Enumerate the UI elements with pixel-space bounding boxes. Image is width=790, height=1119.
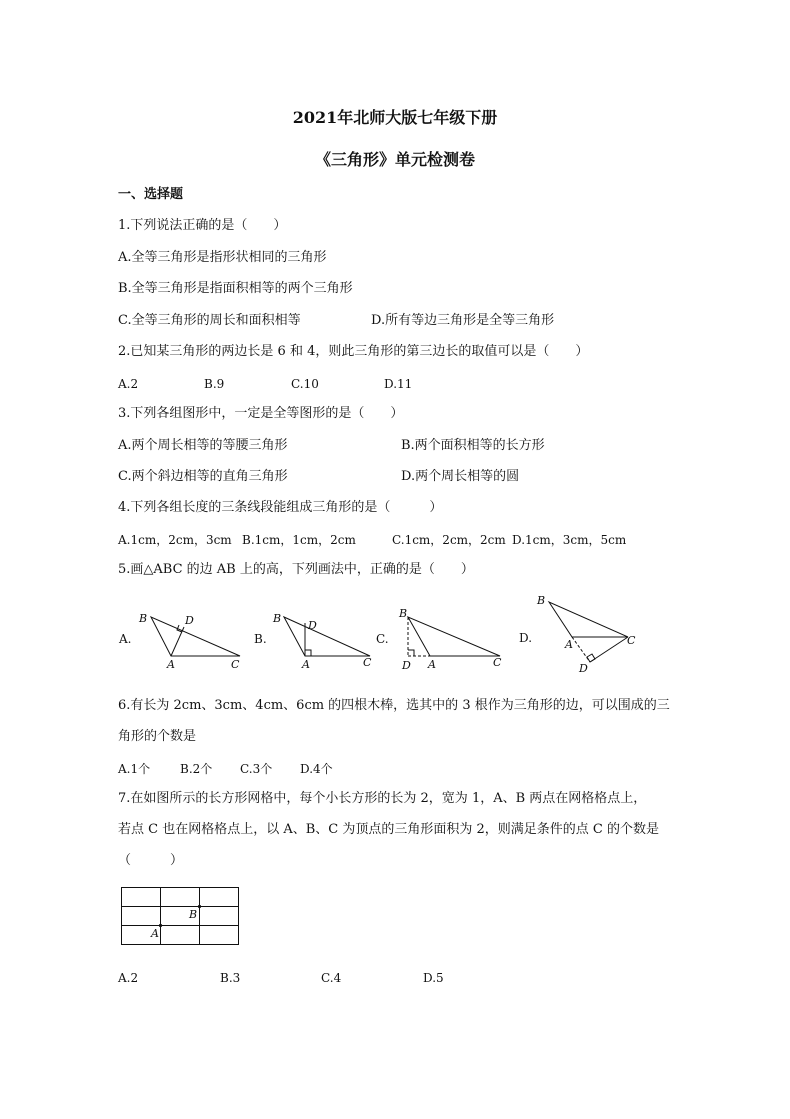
q2-option-d: D.11: [384, 377, 413, 391]
q7-option-c: C.4: [321, 971, 342, 985]
q5-fig-c-d: D: [402, 659, 411, 672]
q7-point-a-label: A: [151, 927, 159, 940]
q4-option-c: C.1cm，2cm，2cm: [392, 533, 506, 547]
q2-option-c: C.10: [291, 377, 319, 391]
q4-option-a: A.1cm，2cm，3cm: [118, 533, 232, 547]
q2-option-a: A.2: [118, 377, 139, 391]
q3-option-c: C.两个斜边相等的直角三角形: [118, 469, 288, 484]
q5-fig-b-right-angle: [305, 650, 311, 656]
q5-fig-b-b: B: [273, 612, 282, 625]
q5-fig-b-triangle: [284, 617, 370, 656]
q5-fig-c-b: B: [399, 607, 408, 620]
q7-point-b-dot: [198, 905, 201, 908]
q3-option-b: B.两个面积相等的长方形: [401, 438, 545, 453]
q7-stem-line1: 7.在如图所示的长方形网格中，每个小长方形的长为 2，宽为 1，A、B 两点在网格格点上，: [118, 791, 647, 806]
q4-stem: 4.下列各组长度的三条线段能组成三角形的是（ ）: [118, 500, 443, 515]
q1-option-d: D.所有等边三角形是全等三角形: [371, 313, 555, 328]
q5-fig-d-height: [590, 637, 628, 662]
q5-fig-a-right-angle: [177, 625, 182, 632]
q3-option-a: A.两个周长相等的等腰三角形: [118, 438, 288, 453]
q3-stem: 3.下列各组图形中，一定是全等图形的是（ ）: [118, 406, 404, 421]
q7-grid-figure: [118, 884, 243, 949]
q5-fig-a-c: C: [231, 658, 240, 671]
q6-option-b: B.2个: [180, 762, 213, 776]
q3-option-d: D.两个周长相等的圆: [401, 469, 520, 484]
q7-stem-line3: （ ）: [118, 853, 184, 868]
q5-fig-d-c: C: [627, 634, 636, 647]
q5-fig-d-triangle: [549, 602, 628, 637]
q7-option-d: D.5: [423, 971, 444, 985]
q5-fig-c-triangle: [408, 617, 500, 656]
q5-fig-c-a: A: [428, 658, 436, 671]
q5-fig-a-d: D: [185, 614, 194, 627]
q5-fig-c-label: C.: [376, 632, 389, 646]
q5-fig-d-a: A: [565, 638, 573, 651]
q5-fig-a-height: [171, 627, 184, 656]
doc-title: 2021年北师大版七年级下册: [292, 108, 498, 127]
q7-option-a: A.2: [118, 971, 139, 985]
q6-stem-line2: 角形的个数是: [118, 729, 197, 744]
q1-stem: 1.下列说法正确的是（ ）: [118, 218, 287, 233]
q5-fig-b-a: A: [302, 658, 310, 671]
q4-option-d: D.1cm，3cm，5cm: [512, 533, 627, 547]
q7-grid-border: [122, 888, 239, 945]
q5-fig-d-label: D.: [519, 631, 533, 645]
q5-fig-a-a: A: [167, 658, 175, 671]
q5-figure-b: [250, 605, 390, 675]
q1-option-b: B.全等三角形是指面积相等的两个三角形: [118, 281, 353, 296]
q7-point-a-dot: [159, 924, 162, 927]
q5-fig-c-c: C: [493, 656, 502, 669]
q5-fig-d-d: D: [579, 662, 588, 675]
q6-option-c: C.3个: [240, 762, 273, 776]
q5-fig-a-triangle: [151, 617, 240, 656]
q1-option-c: C.全等三角形的周长和面积相等: [118, 313, 301, 328]
q2-option-b: B.9: [204, 377, 225, 391]
q1-option-a: A.全等三角形是指形状相同的三角形: [118, 250, 327, 265]
q5-stem: 5.画△ABC 的边 AB 上的高，下列画法中，正确的是（ ）: [118, 562, 474, 577]
q6-option-d: D.4个: [300, 762, 333, 776]
q5-figure-a: [115, 605, 255, 675]
q5-fig-a-b: B: [139, 612, 148, 625]
q5-fig-c-right-angle: [408, 650, 414, 656]
q5-fig-d-b: B: [537, 594, 546, 607]
q5-figure-c: [372, 605, 512, 677]
q7-option-b: B.3: [220, 971, 241, 985]
doc-subtitle: 《三角形》单元检测卷: [314, 150, 475, 169]
q6-option-a: A.1个: [118, 762, 151, 776]
q7-stem-line2: 若点 C 也在网格格点上，以 A、B、C 为顶点的三角形面积为 2，则满足条件的点 C 的个数是: [118, 822, 659, 837]
q6-stem-line1: 6.有长为 2cm、3cm、4cm、6cm 的四根木棒，选其中的 3 根作为三角形的边，可以围成的三: [118, 698, 670, 713]
q5-fig-b-d: D: [308, 619, 317, 632]
q5-fig-b-label: B.: [254, 632, 267, 646]
q2-stem: 2.已知某三角形的两边长是 6 和 4，则此三角形的第三边长的取值可以是（ ）: [118, 344, 589, 359]
q5-fig-b-c: C: [363, 656, 372, 669]
q5-figure-d: [515, 590, 655, 680]
q7-point-b-label: B: [189, 908, 198, 921]
q4-option-b: B.1cm，1cm，2cm: [242, 533, 356, 547]
q5-fig-a-label: A.: [119, 632, 132, 646]
section-heading: 一、选择题: [118, 187, 184, 202]
